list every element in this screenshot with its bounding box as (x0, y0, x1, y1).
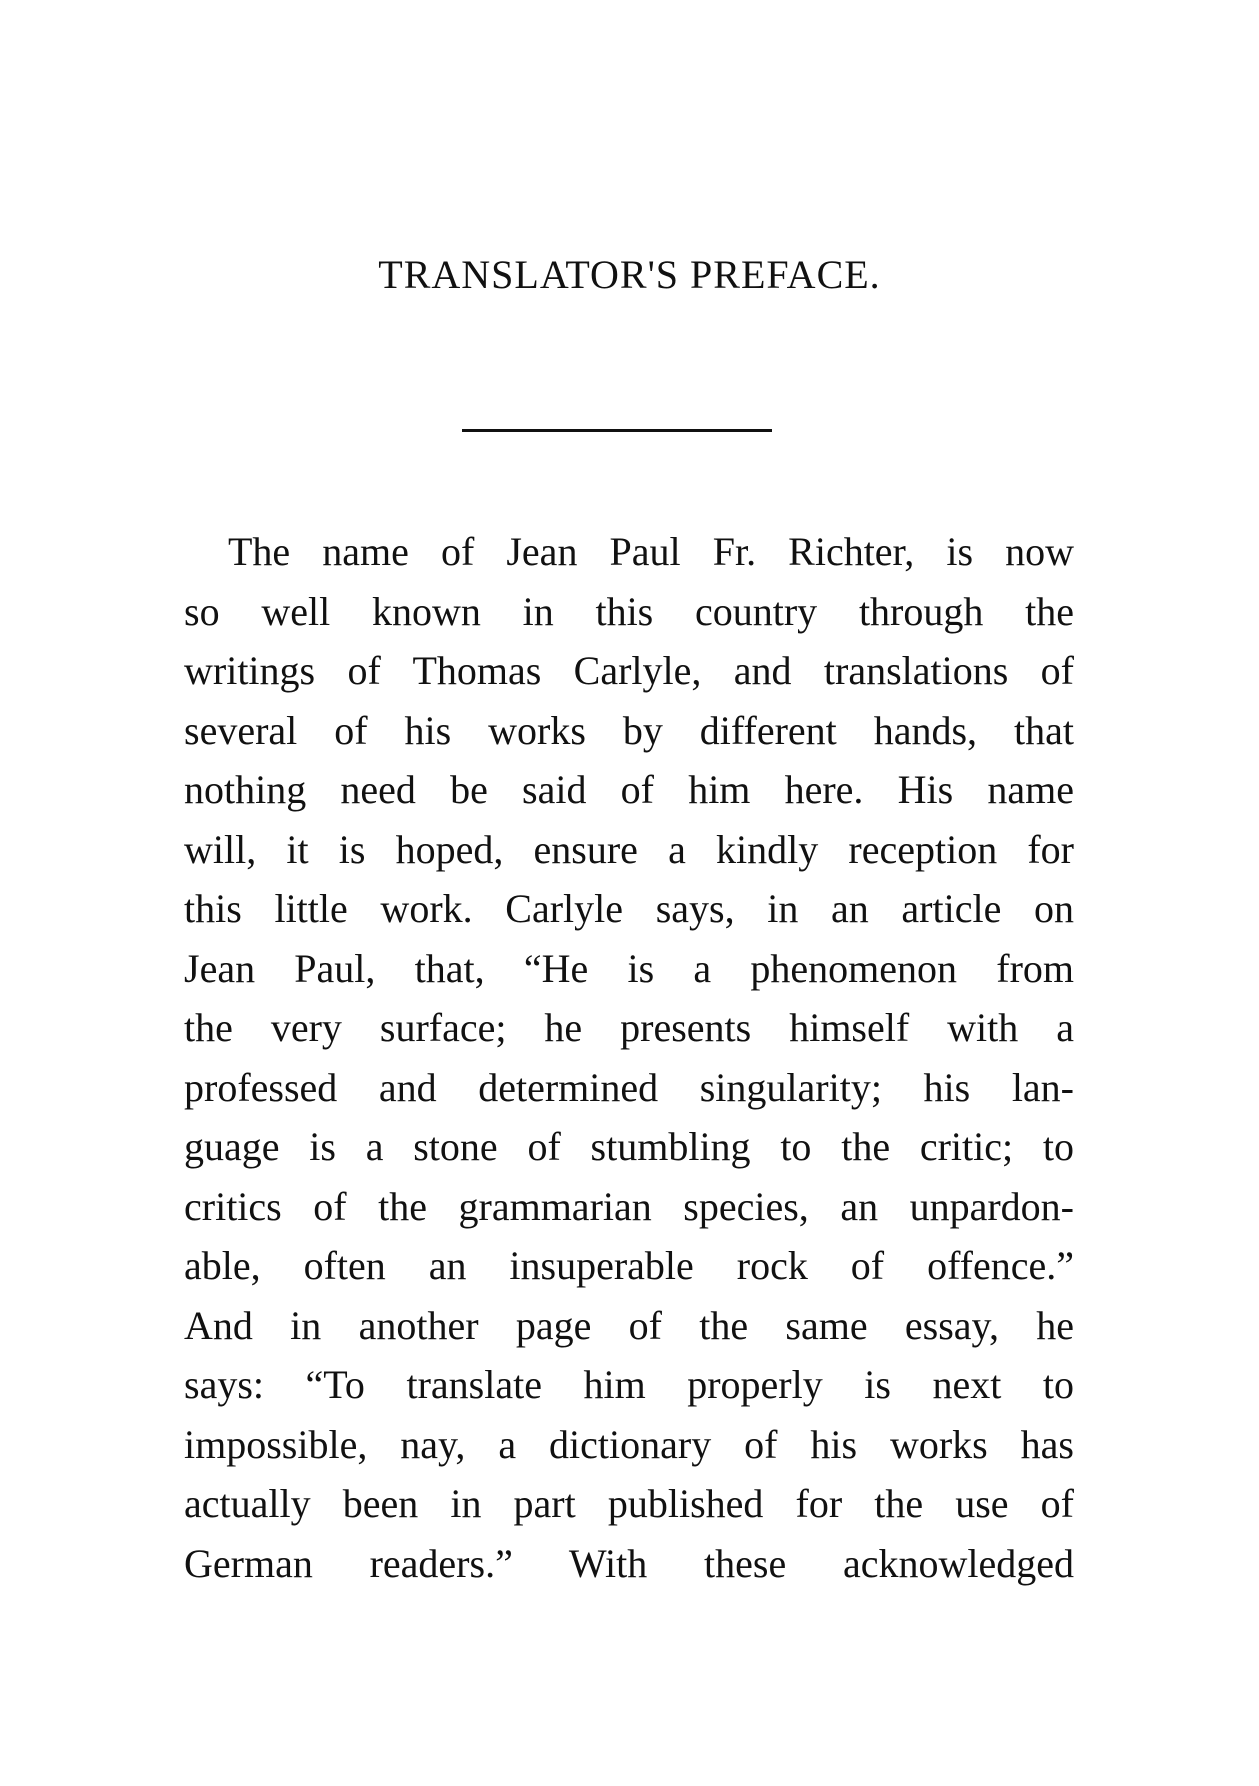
text-line: Jean Paul, that, “He is a phenomenon from (184, 945, 1074, 991)
text-line: several of his works by different hands, that (184, 707, 1074, 753)
text-line: will, it is hoped, ensure a kindly reception for (184, 826, 1074, 872)
text-line: professed and determined singularity; his lan- (184, 1064, 1074, 1110)
text-line: impossible, nay, a dictionary of his works has (184, 1421, 1074, 1467)
text-line: the very surface; he presents himself with a (184, 1005, 1074, 1050)
text-line: And in another page of the same essay, he (184, 1302, 1074, 1348)
text-line: critics of the grammarian species, an unpardon- (184, 1183, 1074, 1229)
text-line: writings of Thomas Carlyle, and translations of (184, 648, 1074, 693)
text-line: German readers.” With these acknowledged (184, 1540, 1074, 1586)
text-line: The name of Jean Paul Fr. Richter, is now (228, 529, 1074, 574)
text-line: able, often an insuperable rock of offence.” (184, 1243, 1074, 1288)
text-line: says: “To translate him properly is next to (184, 1362, 1074, 1407)
text-line: guage is a stone of stumbling to the critic; to (184, 1124, 1074, 1169)
body-text (184, 522, 1074, 1593)
text-line: actually been in part published for the use of (184, 1481, 1074, 1526)
text-line: this little work. Carlyle says, in an article on (184, 886, 1074, 931)
text-line: so well known in this country through the (184, 588, 1074, 634)
text-line: nothing need be said of him here. His name (184, 767, 1074, 812)
heading-rule (462, 429, 772, 432)
page-heading: TRANSLATOR'S PREFACE. (378, 252, 881, 297)
